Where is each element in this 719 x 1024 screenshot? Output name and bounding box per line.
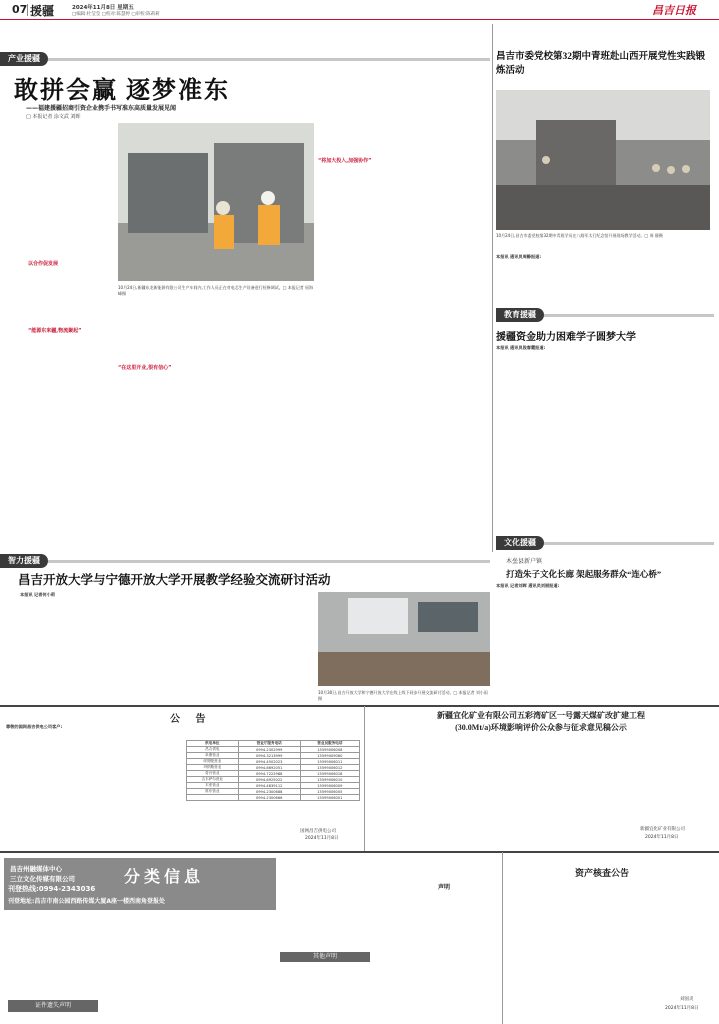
education-title: 援疆资金助力困难学子圆梦大学 <box>496 332 636 343</box>
sub-heading: 以合作促发展 <box>28 261 59 267</box>
classified-title: 分类信息 <box>124 869 205 886</box>
table-cell: 15599006011 <box>300 759 359 765</box>
table-cell: 15599006010 <box>300 777 359 783</box>
industry-col5 <box>400 72 486 547</box>
table-header: 供电单位 <box>187 741 239 747</box>
column-divider <box>502 852 503 1024</box>
party-photo <box>496 90 710 230</box>
table-cell: 0994-2302999 <box>238 747 300 753</box>
party-photo-caption: 10月24日,昌吉市委党校第32期中青班学员在八路军太行纪念馆开展现场教学活动。□ 周 静摄 <box>496 233 663 238</box>
party-byline: 本报讯 通讯员周静报道: <box>496 254 542 259</box>
education-section-bar <box>496 308 714 322</box>
industry-subtitle: ——福建援疆招商引资企业携手书写准东高质量发展见闻 <box>26 105 177 112</box>
industry-title: 敢拼会赢 逐梦准东 <box>14 78 230 104</box>
env-col1 <box>368 736 480 846</box>
education-col1 <box>496 345 598 515</box>
table-cell: 昌吉供电 <box>187 747 239 753</box>
table-cell: 15599006012 <box>300 765 359 771</box>
table-cell: 准东营业 <box>187 789 239 795</box>
table-cell: 0994-6692051 <box>238 765 300 771</box>
header-editors: □编辑:杜莹莹 □校对:陈慧婷 □审校:陈莉莉 <box>72 12 160 17</box>
party-col2 <box>606 254 710 294</box>
wisdom-byline: 本报讯 记者何小莉 <box>20 592 55 597</box>
table-cell: 木垒营业 <box>187 783 239 789</box>
industry-col1 <box>28 125 114 555</box>
asset-title: 资产核查公告 <box>575 868 630 878</box>
table-cell: 0994-6925022 <box>238 777 300 783</box>
header-divider <box>27 4 28 16</box>
industry-col2 <box>118 305 208 547</box>
table-cell: 15599006018 <box>300 771 359 777</box>
table-cell: 15599006009 <box>300 783 359 789</box>
wisdom-col3 <box>220 592 314 674</box>
classified-col4 <box>280 966 368 1018</box>
wisdom-title: 昌吉开放大学与宁德开放大学开展教学经验交流研讨活动 <box>18 573 331 587</box>
notice-text <box>6 724 181 842</box>
table-cell: 呼图壁营业 <box>187 759 239 765</box>
industry-photo <box>118 123 314 281</box>
table-cell: 0994-3213999 <box>238 753 300 759</box>
statement-heading: 声明 <box>438 884 451 891</box>
newspaper-logo: 昌吉日报 <box>652 5 696 17</box>
horizontal-divider <box>0 705 719 707</box>
table-cell: 0994-4839112 <box>238 783 300 789</box>
table-cell: 吉木萨尔营业 <box>187 777 239 783</box>
culture-section-bar <box>496 536 714 550</box>
culture-kicker: 木垒县新户镇 <box>506 558 543 565</box>
table-cell: 15599006005 <box>300 789 359 795</box>
wisdom-section-bar <box>0 554 490 568</box>
wisdom-photo-caption: 10月30日,昌吉开放大学和宁德开放大学在线上线下同步开展交流研讨活动。□ 本报记者 刘小雨摄 <box>318 690 488 701</box>
table-cell: 15599006001 <box>300 795 359 801</box>
table-row <box>187 795 360 801</box>
env-signer: 新疆宜化矿业有限公司 <box>640 827 685 832</box>
industry-photo-caption: 10月24日,新疆东龙新能源有限公司生产车间内,工作人员正在对电芯生产设备进行检修调试。□ 本报记者 屈海峰摄 <box>118 285 314 296</box>
classified-company2: 三立文化传媒有限公司 <box>10 875 75 883</box>
table-cell: 0994-2300666 <box>238 795 300 801</box>
sub-heading: “在这里开业,很有信心” <box>118 365 172 371</box>
group-photo <box>496 90 710 230</box>
table-cell: 阜康营业 <box>187 753 239 759</box>
table-cell: 0994-7222988 <box>238 771 300 777</box>
asset-signer: 刘国炎 <box>680 997 694 1002</box>
asset-date: 2024年11月8日 <box>665 1006 699 1011</box>
other-statement-header: 其他声明 <box>280 952 370 962</box>
env-col2 <box>484 736 594 846</box>
table-header: 营业厅服务电话 <box>238 741 300 747</box>
env-col3 <box>598 736 714 820</box>
sub-heading: “能源东来疆,物流聚起” <box>28 327 82 334</box>
culture-title: 打造朱子文化长廊 架起服务群众“连心桥” <box>506 569 662 579</box>
classified-company: 昌吉州融媒体中心 <box>10 865 62 873</box>
industry-col3 <box>216 305 312 547</box>
table-header: 营业员服务电话 <box>300 741 359 747</box>
table-cell: 15599006008 <box>300 747 359 753</box>
notice-title: 公 告 <box>170 714 212 725</box>
notice-signer: 国网昌吉供电公司 <box>300 829 336 834</box>
classified-col3 <box>372 892 496 1012</box>
table-cell: 0994-2300688 <box>238 789 300 795</box>
wisdom-photo <box>318 592 490 686</box>
classified-phone: 刊登热线:0994-2343036 <box>8 885 96 893</box>
notice-date: 2024年11月8日 <box>305 836 339 841</box>
wisdom-col2 <box>118 592 214 674</box>
classified-col6 <box>180 914 276 1004</box>
column-divider <box>492 24 493 552</box>
meeting-photo <box>318 592 490 686</box>
asset-text <box>506 882 714 990</box>
header-date: 2024年11月8日 星期五 <box>72 5 134 11</box>
notice-table <box>186 740 360 801</box>
table-cell: 奇台营业 <box>187 771 239 777</box>
table-cell: 玛纳斯营业 <box>187 765 239 771</box>
section-name: 援疆 <box>30 4 55 18</box>
industry-byline: □ 本报记者 涂文武 刘晖 <box>26 114 81 120</box>
education-byline: 本报讯 通讯员段春霞报道: <box>496 345 546 350</box>
section-tag: 产业援疆 <box>0 52 48 66</box>
classified-col5 <box>6 1014 278 1024</box>
table-cell: 15599009060 <box>300 753 359 759</box>
section-tag: 文化援疆 <box>496 536 544 550</box>
table-cell: 0994-4502023 <box>238 759 300 765</box>
industry-col4 <box>318 72 396 547</box>
party-col1 <box>496 254 598 302</box>
page-header <box>0 0 719 20</box>
column-divider <box>364 706 365 851</box>
classified-address: 刊登地址:昌吉市南公园西路传媒大厦A座一楼西南角登报处 <box>8 898 166 905</box>
horizontal-divider <box>0 851 719 853</box>
culture-col1 <box>496 583 598 675</box>
workers-photo <box>118 123 314 281</box>
party-title: 昌吉市委党校第32期中青班赴山西开展党性实践锻炼活动 <box>496 52 706 76</box>
env-title2: (30.0Mt/a)环境影响评价公众参与征求意见稿公示 <box>455 723 627 732</box>
sub-heading: “将加大投入,加强协作” <box>318 158 372 164</box>
section-tag: 智力援疆 <box>0 554 48 568</box>
wisdom-col1 <box>20 592 114 674</box>
classified-col <box>280 858 366 948</box>
industry-section-bar <box>0 52 490 66</box>
env-title: 新疆宜化矿业有限公司五彩湾矿区一号露天煤矿改扩建工程 <box>437 711 645 720</box>
notice-greeting: 尊敬的国网昌吉供电公司客户: <box>6 724 63 729</box>
page-number: 07 <box>12 3 28 16</box>
education-col2 <box>606 345 710 515</box>
culture-byline: 本报讯 记者刘晖 通讯员刘丽报道: <box>496 583 560 588</box>
section-tag: 教育援疆 <box>496 308 544 322</box>
classified-col2 <box>372 858 466 876</box>
lost-cert-header: 证件遗失声明 <box>8 1000 98 1012</box>
culture-col2 <box>606 583 710 675</box>
table-cell <box>187 795 239 801</box>
env-date: 2024年11月8日 <box>645 835 679 840</box>
